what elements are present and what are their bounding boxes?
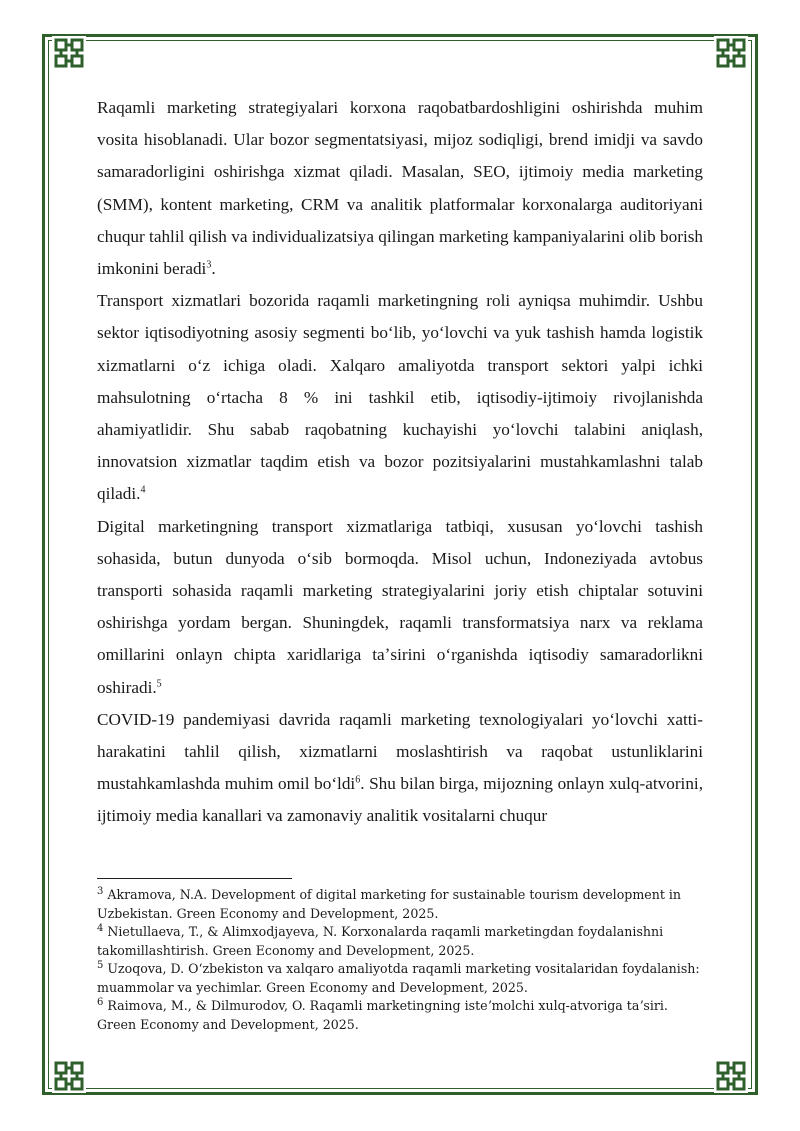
footnote-ref[interactable]: 6 xyxy=(355,774,361,786)
footnote xyxy=(97,997,703,1034)
paragraph-tail: . xyxy=(211,259,216,279)
paragraph-text: Raqamli marketing strategiyalari korxona raqobatbardoshligini oshirishda muhim vosita hisoblanadi. Ular bozor segmentatsiyasi, mijoz sodiqligi, brend imidji va savdo samaradorligini oshirishga xizmat qiladi. Masalan, SEO, ijtimoiy media marketing (SMM), kontent marketing, CRM va analitik platformalar korxonalarga auditoriyani chuqur tahlil qilish va individualizatsiya qilingan marketing kampaniyalarini olib borish imkonini beradi xyxy=(97,98,703,279)
paragraph-tail: . Shu bilan birga, mijozning onlayn xulq-atvorini, ijtimoiy media kanallari va zamonaviy analitik vositalarni chuqur xyxy=(97,774,703,826)
footnote-text: Uzoqova, D. Oʻzbekiston va xalqaro amaliyotda raqamli marketing vositalaridan foydalanish: muammolar va yechimlar. Green Economy and Development, 2025. xyxy=(97,961,700,995)
footnote-text: Nietullaeva, T., & Alimxodjayeva, N. Korxonalarda raqamli marketingdan foydalanishni takomillashtirish. Green Economy and Development, 2025. xyxy=(97,924,664,958)
footnote xyxy=(97,886,703,923)
footnote xyxy=(97,960,703,997)
footnote xyxy=(97,923,703,960)
footnote-ref[interactable]: 4 xyxy=(140,484,146,496)
footnotes xyxy=(97,886,703,1034)
corner-ornament-icon xyxy=(714,1059,748,1093)
paragraph-text: Digital marketingning transport xizmatlariga tatbiqi, xususan yoʻlovchi tashish sohasida, butun dunyoda oʻsib bormoqda. Misol uchun, Indoneziyada avtobus transporti sohasida raqamli marketing strategiyalarini joriy etish chiptalar sotuvini oshirishga yordam bergan. Shuningdek, raqamli transformatsiya narx va reklama omillarini onlayn chipta xaridlariga taʼsirini oʻrganishda iqtisodiy samaradorlikni oshiradi. xyxy=(97,516,703,697)
body-text xyxy=(97,92,703,833)
footnote-number: 4 xyxy=(97,922,104,934)
paragraph-text: Transport xizmatlari bozorida raqamli marketingning roli ayniqsa muhimdir. Ushbu sektor iqtisodiyotning asosiy segmenti boʻlib, yoʻlovchi va yuk tashish hamda logistik xizmatlarni oʻz ichiga oladi. Xalqaro amaliyotda transport sektori yalpi ichki mahsulotning oʻrtacha 8 % ini tashkil etib, iqtisodiy-ijtimoiy rivojlanishda ahamiyatlidir. Shu sabab raqobatning kuchayishi yoʻlovchi talabini aniqlash, innovatsion xizmatlar taqdim etish va bozor pozitsiyalarini mustahkamlashni talab qiladi. xyxy=(97,291,703,504)
footnote-ref[interactable]: 5 xyxy=(156,677,162,689)
footnote-number: 6 xyxy=(97,996,104,1008)
footnote-number: 5 xyxy=(97,959,104,971)
paragraph xyxy=(97,285,703,510)
footnote-text: Akramova, N.A. Development of digital marketing for sustainable tourism development in Uzbekistan. Green Economy and Development, 2025. xyxy=(97,887,682,921)
paragraph-text: COVID-19 pandemiyasi davrida raqamli marketing texnologiyalari yoʻlovchi xatti-harakatini tahlil qilish, xizmatlarni moslashtirish va raqobat ustunliklarini mustahkamlashda muhim omil boʻldi xyxy=(97,709,703,794)
paragraph xyxy=(97,92,703,285)
footnote-text: Raimova, M., & Dilmurodov, O. Raqamli marketingning isteʼmolchi xulq-atvoriga taʼsiri. Green Economy and Development, 2025. xyxy=(97,998,668,1032)
corner-ornament-icon xyxy=(714,36,748,70)
footnote-number: 3 xyxy=(97,885,104,897)
footnote-ref[interactable]: 3 xyxy=(206,259,212,271)
paragraph xyxy=(97,511,703,704)
footnote-separator xyxy=(97,878,292,879)
paragraph xyxy=(97,704,703,833)
corner-ornament-icon xyxy=(52,1059,86,1093)
corner-ornament-icon xyxy=(52,36,86,70)
